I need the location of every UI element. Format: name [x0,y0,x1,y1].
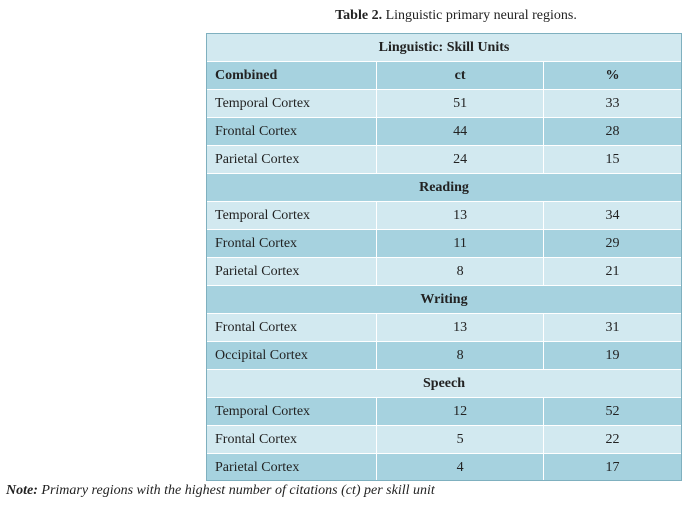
table-row [207,146,682,174]
percent-cell: 33 [544,90,682,118]
skill-units-table [206,33,682,482]
section-title: Writing [207,286,682,314]
percent-cell: 29 [544,230,682,258]
region-cell: Parietal Cortex [207,258,377,286]
section-row-writing [207,286,682,314]
table-row [207,454,682,482]
section-row-speech [207,370,682,398]
percent-cell: 19 [544,342,682,370]
table-title: Linguistic: Skill Units [207,34,682,62]
header-percent: % [544,62,682,90]
section-row-reading [207,174,682,202]
table-caption [206,7,688,25]
table-row [207,398,682,426]
percent-cell: 15 [544,146,682,174]
percent-cell: 34 [544,202,682,230]
ct-cell: 11 [377,230,544,258]
region-cell: Frontal Cortex [207,230,377,258]
region-cell: Temporal Cortex [207,202,377,230]
table-row [207,118,682,146]
table-row [207,90,682,118]
ct-cell: 8 [377,342,544,370]
ct-cell: 44 [377,118,544,146]
table-header-row [207,62,682,90]
caption-text: Linguistic primary neural regions. [385,8,577,23]
table-row [207,202,682,230]
ct-cell: 12 [377,398,544,426]
note-text: Primary regions with the highest number of citations (ct) per skill unit [41,483,435,498]
table-row [207,426,682,454]
ct-cell: 13 [377,314,544,342]
percent-cell: 21 [544,258,682,286]
table-row [207,342,682,370]
ct-cell: 5 [377,426,544,454]
region-cell: Occipital Cortex [207,342,377,370]
region-cell: Frontal Cortex [207,314,377,342]
table-title-row [207,34,682,62]
table-row [207,230,682,258]
ct-cell: 24 [377,146,544,174]
ct-cell: 51 [377,90,544,118]
header-ct: ct [377,62,544,90]
percent-cell: 28 [544,118,682,146]
region-cell: Temporal Cortex [207,90,377,118]
region-cell: Frontal Cortex [207,118,377,146]
table-note [6,482,435,500]
table-row [207,314,682,342]
table-row [207,258,682,286]
percent-cell: 17 [544,454,682,482]
ct-cell: 4 [377,454,544,482]
section-title: Speech [207,370,682,398]
region-cell: Parietal Cortex [207,146,377,174]
ct-cell: 13 [377,202,544,230]
section-title: Reading [207,174,682,202]
percent-cell: 31 [544,314,682,342]
region-cell: Parietal Cortex [207,454,377,482]
percent-cell: 22 [544,426,682,454]
region-cell: Temporal Cortex [207,398,377,426]
caption-label: Table 2. [335,8,383,23]
note-label: Note: [6,483,38,498]
percent-cell: 52 [544,398,682,426]
header-region: Combined [207,62,377,90]
region-cell: Frontal Cortex [207,426,377,454]
ct-cell: 8 [377,258,544,286]
